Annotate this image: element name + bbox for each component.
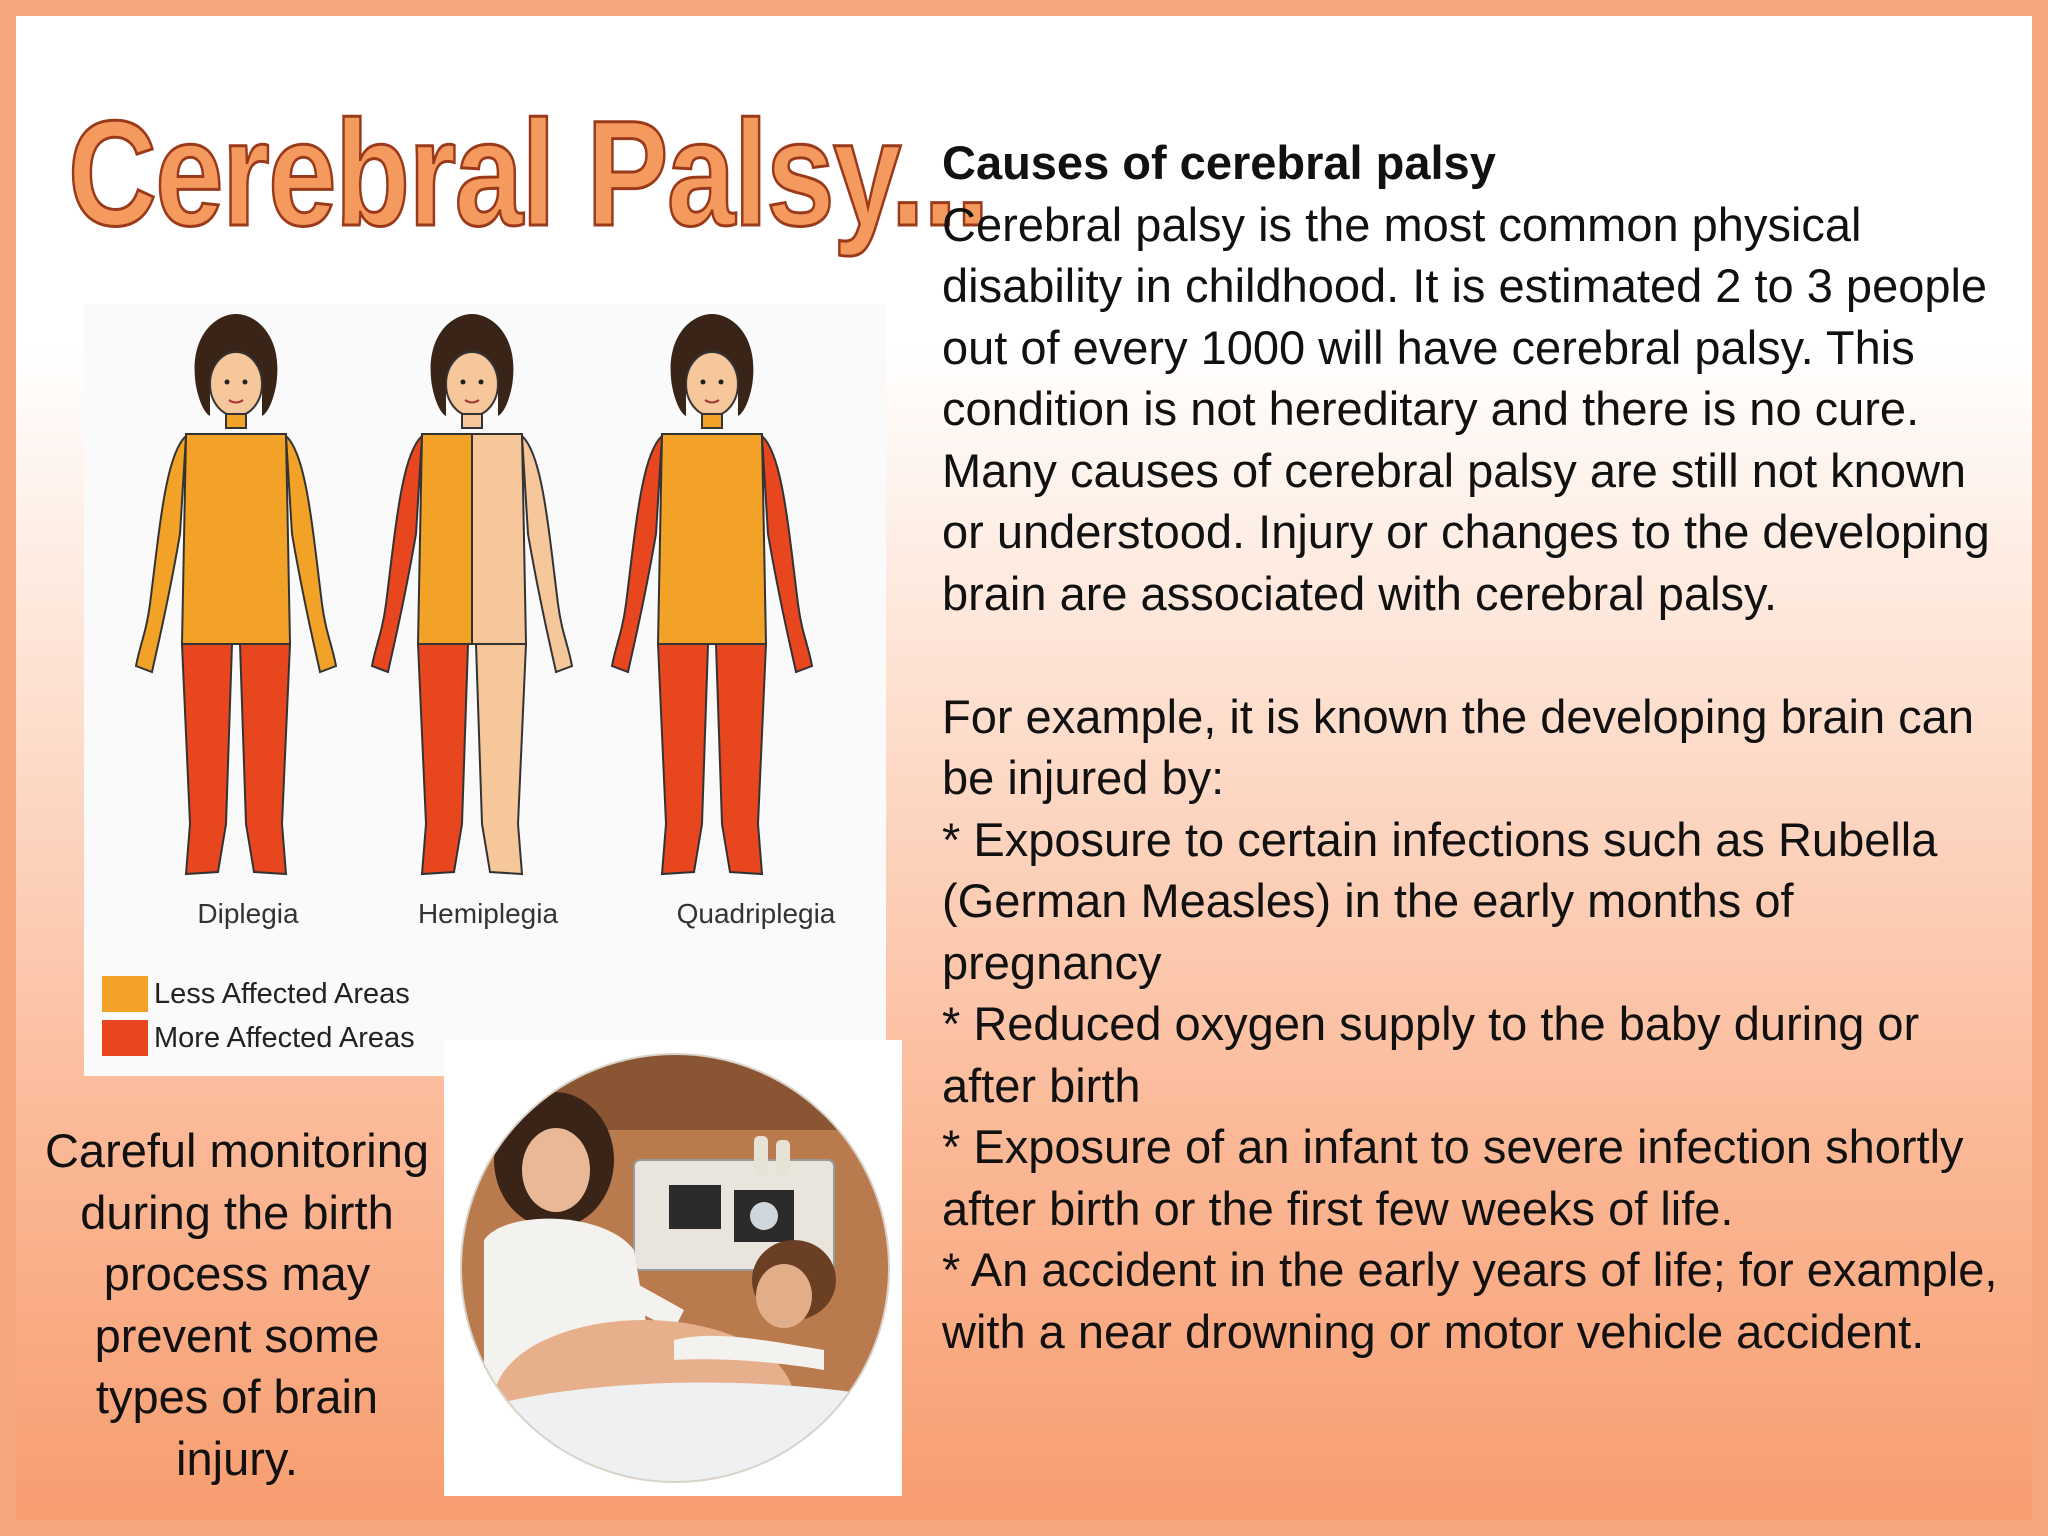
slide: [16, 16, 2032, 1520]
body-text: [942, 132, 2012, 1362]
bullet-item: * Exposure of an infant to severe infection shortly after birth or the first few weeks of life.: [942, 1120, 1964, 1235]
legend-label-more: More Affected Areas: [154, 1021, 415, 1054]
hemiplegia-figure: [372, 314, 572, 874]
monitoring-caption: Careful monitoring during the birth process may prevent some types of brain injury.: [44, 1124, 429, 1485]
legend-less-affected: [102, 976, 410, 1012]
legend-label-less: Less Affected Areas: [154, 977, 410, 1010]
paragraph-gap: [942, 624, 2012, 686]
diplegia-label: Diplegia: [197, 898, 299, 929]
legend-swatch-more: [102, 1020, 148, 1056]
palsy-types-diagram: [84, 304, 886, 1076]
slide-title: Cerebral Palsy...: [68, 89, 989, 257]
legend-swatch-less: [102, 976, 148, 1012]
body-figures-illustration: [84, 304, 886, 1076]
example-intro: For example, it is known the developing brain can be injured by:: [942, 689, 1974, 804]
diplegia-figure: [136, 314, 336, 874]
quadriplegia-figure: [612, 314, 812, 874]
causes-heading: Causes of cerebral palsy: [942, 136, 1496, 189]
causes-paragraph: Cerebral palsy is the most common physical disability in childhood. It is estimated 2 to 3 people out of every 1000 will have cerebral palsy. This condition is not hereditary and there is no cure. Many causes of cerebral palsy are still not known or understood. Injury or changes to the developing brain are associated with cerebral palsy.: [942, 197, 1990, 620]
bullet-item: * Reduced oxygen supply to the baby during or after birth: [942, 997, 1920, 1112]
bullet-item: * Exposure to certain infections such as Rubella (German Measles) in the early months of pregnancy: [942, 812, 1938, 989]
hemiplegia-label: Hemiplegia: [417, 898, 559, 929]
quadriplegia-label: Quadriplegia: [676, 898, 836, 929]
bullet-item: * An accident in the early years of life; for example, with a near drowning or motor vehicle accident.: [942, 1243, 1998, 1358]
legend-more-affected: [102, 1020, 415, 1056]
photo-frame: [444, 1040, 902, 1496]
ultrasound-photo: [444, 1040, 902, 1496]
